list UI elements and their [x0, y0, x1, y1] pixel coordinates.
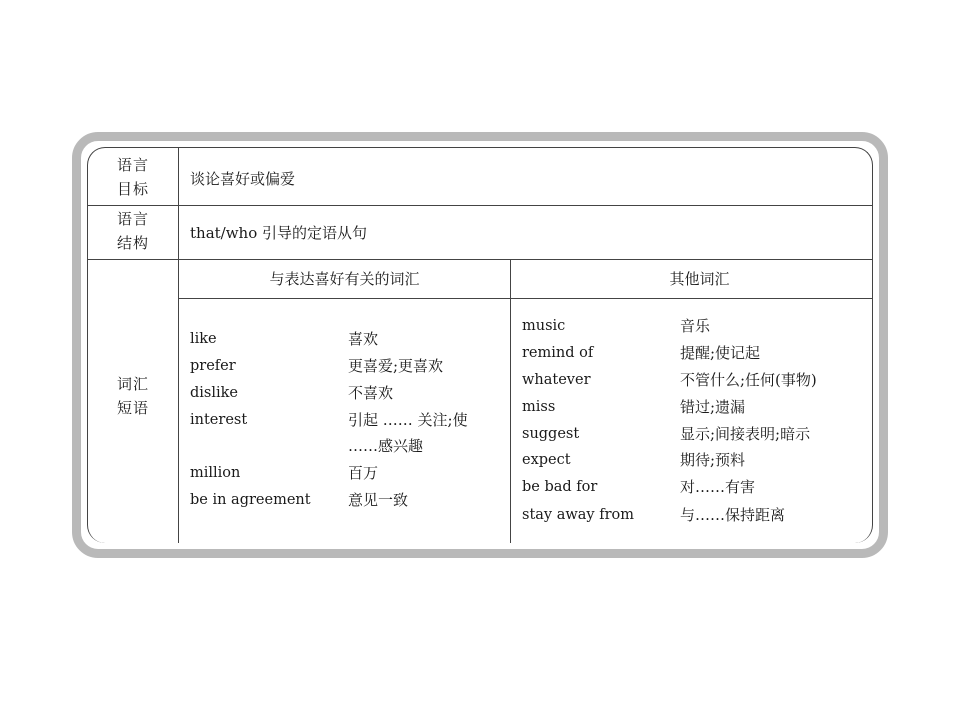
- goal-content: 谈论喜好或偏爱: [190, 170, 296, 188]
- left-column-header: 与表达喜好有关的词汇: [269, 270, 420, 288]
- label-column-divider: [178, 148, 179, 543]
- right-meaning: 不管什么;任何(事物): [680, 371, 817, 389]
- left-meaning: 意见一致: [348, 491, 409, 509]
- left-term: million: [190, 465, 241, 481]
- right-term: expect: [522, 452, 571, 468]
- left-term: be in agreement: [190, 492, 311, 508]
- right-meaning: 提醒;使记起: [680, 344, 761, 362]
- right-term: be bad for: [522, 479, 598, 495]
- left-term: interest: [190, 412, 248, 428]
- vocab-label: 词汇 短语: [116, 375, 149, 417]
- left-term: dislike: [190, 385, 239, 401]
- left-meaning: 不喜欢: [348, 384, 394, 402]
- right-meaning: 对……有害: [680, 478, 756, 496]
- left-meaning-continued: ……感兴趣: [348, 437, 424, 455]
- right-term: miss: [522, 399, 556, 415]
- vocabulary-table: [87, 147, 873, 543]
- right-column-header: 其他词汇: [669, 270, 730, 288]
- row-divider-1: [88, 205, 873, 206]
- right-meaning: 错过;遗漏: [680, 398, 746, 416]
- left-meaning: 引起 …… 关注;使: [348, 411, 468, 429]
- vocabulary-table-frame: [72, 132, 888, 558]
- right-meaning: 音乐: [680, 317, 711, 335]
- structure-content: that/who 引导的定语从句: [190, 224, 368, 242]
- left-meaning: 喜欢: [348, 330, 379, 348]
- right-meaning: 期待;预料: [680, 451, 746, 469]
- right-term: remind of: [522, 345, 594, 361]
- right-term: music: [522, 318, 566, 334]
- left-term: like: [190, 331, 217, 347]
- right-term: suggest: [522, 426, 580, 442]
- right-meaning: 显示;间接表明;暗示: [680, 425, 811, 443]
- left-meaning: 百万: [348, 464, 379, 482]
- row-divider-2: [88, 259, 873, 260]
- left-term: prefer: [190, 358, 236, 374]
- right-term: stay away from: [522, 507, 634, 523]
- right-meaning: 与……保持距离: [680, 506, 786, 524]
- goal-label: 语言 目标: [116, 156, 149, 198]
- structure-label: 语言 结构: [116, 210, 149, 252]
- left-meaning: 更喜爱;更喜欢: [348, 357, 444, 375]
- right-term: whatever: [522, 372, 591, 388]
- vocab-column-divider: [510, 259, 511, 543]
- header-divider: [178, 298, 873, 299]
